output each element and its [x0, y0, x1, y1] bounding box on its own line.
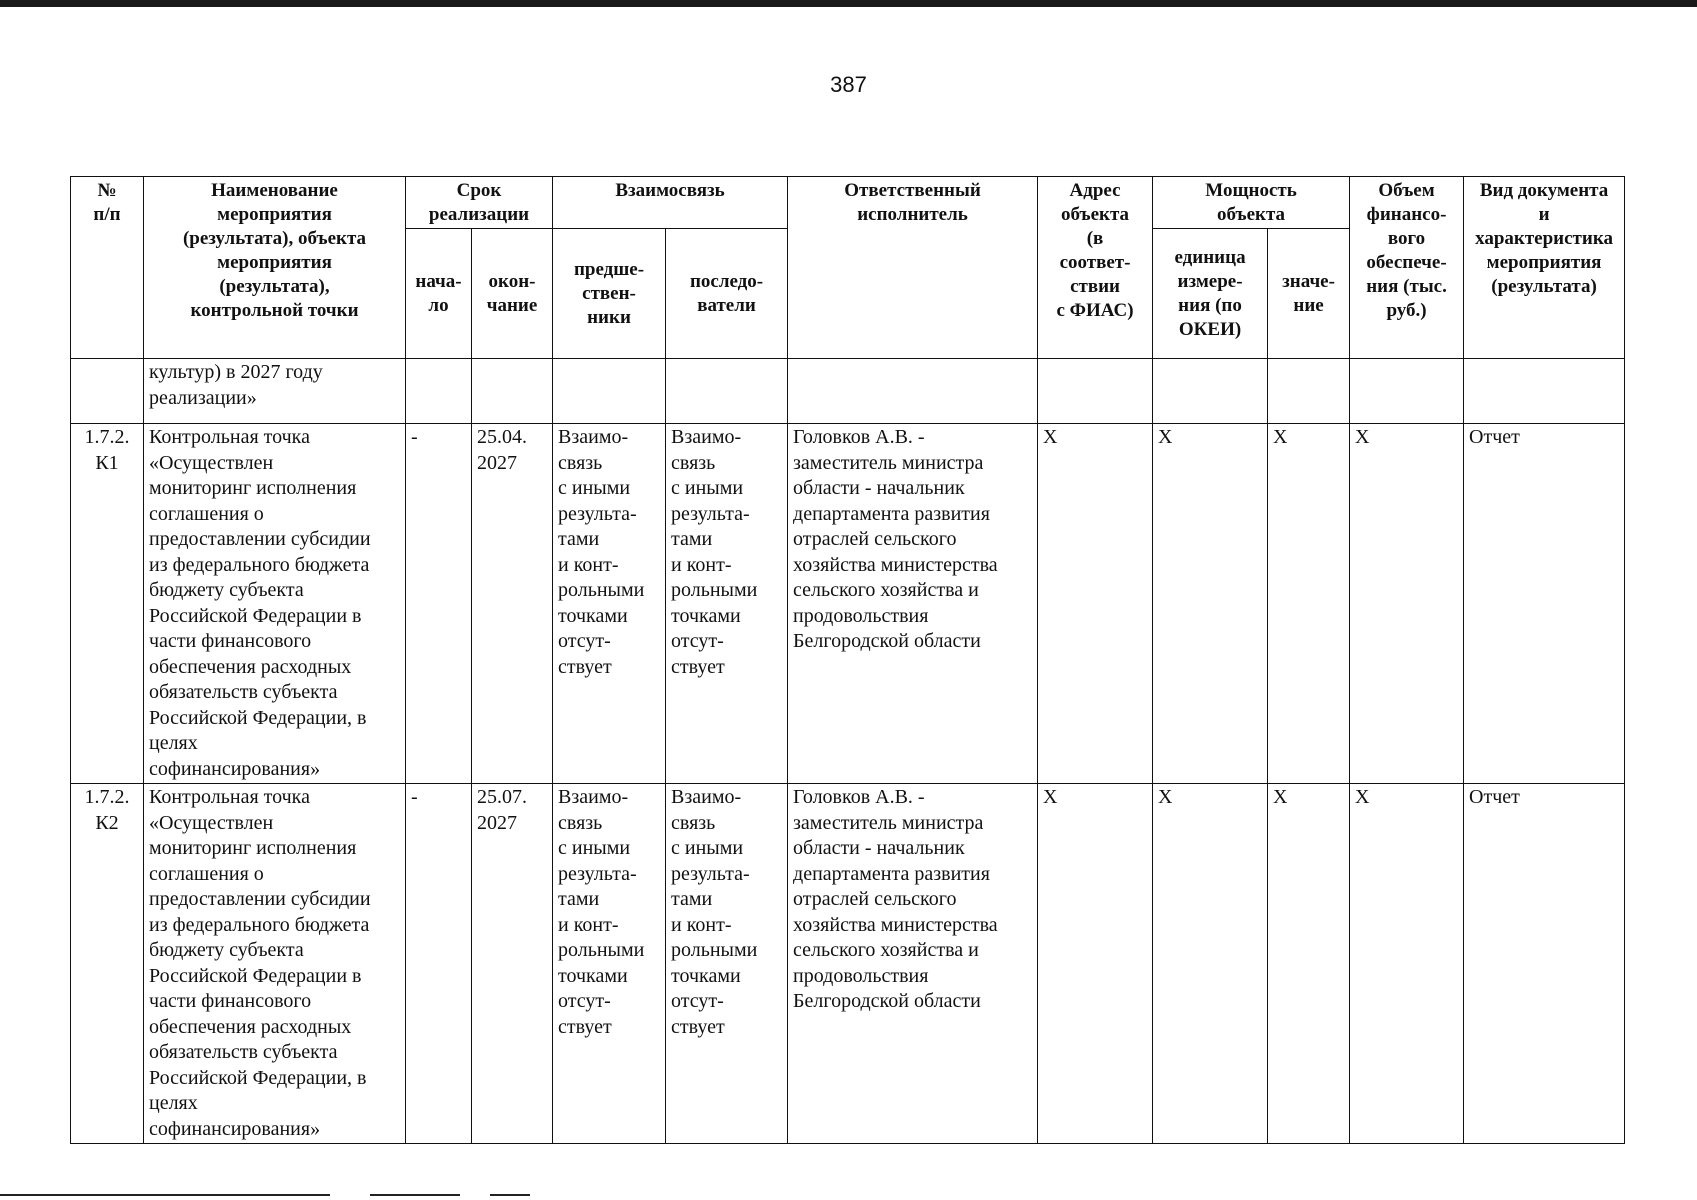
plan-table — [70, 176, 1625, 1144]
row-start: - — [406, 424, 472, 784]
bottom-scan-edge — [0, 1194, 330, 1196]
continuation-row — [71, 359, 1625, 424]
row-start: - — [406, 784, 472, 1144]
row-prev: Взаимо- связь с иными результа- тами и конт- рольными точками отсут- ствует — [553, 784, 666, 1144]
row-finance: X — [1350, 784, 1464, 1144]
header-link-prev: предше- ствен- ники — [553, 229, 666, 359]
cont-responsible — [788, 359, 1038, 424]
cont-name: культур) в 2027 году реализации» — [144, 359, 406, 424]
header-num: № п/п — [71, 177, 144, 359]
row-name: Контрольная точка «Осуществлен мониторинг исполнения соглашения о предоставлении субсидии из федерального бюджета бюджету субъекта Российской Федерации в части финансового обеспечения расходных обязательств субъекта Российской Федерации, в целях софинансирования» — [144, 424, 406, 784]
row-doc: Отчет — [1464, 424, 1625, 784]
bottom-scan-edge — [370, 1194, 460, 1196]
header-cap-value: значе- ние — [1268, 229, 1350, 359]
header-term: Срок реализации — [406, 177, 553, 229]
row-next: Взаимо- связь с иными результа- тами и конт- рольными точками отсут- ствует — [666, 784, 788, 1144]
header-name: Наименование мероприятия (результата), объекта мероприятия (результата), контрольной точки — [144, 177, 406, 359]
row-unit: X — [1153, 784, 1268, 1144]
row-address: X — [1038, 784, 1153, 1144]
row-doc: Отчет — [1464, 784, 1625, 1144]
cont-value — [1268, 359, 1350, 424]
row-num: 1.7.2. К2 — [71, 784, 144, 1144]
header-finance: Объем финансо- вого обеспече- ния (тыс. руб.) — [1350, 177, 1464, 359]
cont-doc — [1464, 359, 1625, 424]
header-row-1 — [71, 177, 1625, 229]
cont-address — [1038, 359, 1153, 424]
header-responsible: Ответственный исполнитель — [788, 177, 1038, 359]
row-finance: X — [1350, 424, 1464, 784]
row-name: Контрольная точка «Осуществлен мониторинг исполнения соглашения о предоставлении субсидии из федерального бюджета бюджету субъекта Российской Федерации в части финансового обеспечения расходных обязательств субъекта Российской Федерации, в целях софинансирования» — [144, 784, 406, 1144]
header-address: Адрес объекта (в соответ- ствии с ФИАС) — [1038, 177, 1153, 359]
header-link: Взаимосвязь — [553, 177, 788, 229]
header-term-start: нача- ло — [406, 229, 472, 359]
header-term-end: окон- чание — [472, 229, 553, 359]
cont-unit — [1153, 359, 1268, 424]
row-num: 1.7.2. К1 — [71, 424, 144, 784]
row-end: 25.04. 2027 — [472, 424, 553, 784]
cont-prev — [553, 359, 666, 424]
row-unit: X — [1153, 424, 1268, 784]
row-prev: Взаимо- связь с иными результа- тами и конт- рольными точками отсут- ствует — [553, 424, 666, 784]
row-address: X — [1038, 424, 1153, 784]
page-number: 387 — [830, 72, 867, 97]
cont-finance — [1350, 359, 1464, 424]
row-value: X — [1268, 424, 1350, 784]
top-scan-edge — [0, 0, 1697, 7]
cont-start — [406, 359, 472, 424]
row-end: 25.07. 2027 — [472, 784, 553, 1144]
header-capacity: Мощность объекта — [1153, 177, 1350, 229]
table-row — [71, 784, 1625, 1144]
header-link-next: последо- ватели — [666, 229, 788, 359]
cont-num — [71, 359, 144, 424]
cont-next — [666, 359, 788, 424]
row-responsible: Головков А.В. - заместитель министра области - начальник департамента развития отраслей сельского хозяйства министерства сельского хозяйства и продовольствия Белгородской области — [788, 424, 1038, 784]
row-responsible: Головков А.В. - заместитель министра области - начальник департамента развития отраслей сельского хозяйства министерства сельского хозяйства и продовольствия Белгородской области — [788, 784, 1038, 1144]
table-row — [71, 424, 1625, 784]
cont-end — [472, 359, 553, 424]
row-value: X — [1268, 784, 1350, 1144]
header-doc-type: Вид документа и характеристика мероприятия (результата) — [1464, 177, 1625, 359]
bottom-scan-edge — [490, 1194, 530, 1196]
row-next: Взаимо- связь с иными результа- тами и конт- рольными точками отсут- ствует — [666, 424, 788, 784]
header-cap-unit: единица измере- ния (по ОКЕИ) — [1153, 229, 1268, 359]
